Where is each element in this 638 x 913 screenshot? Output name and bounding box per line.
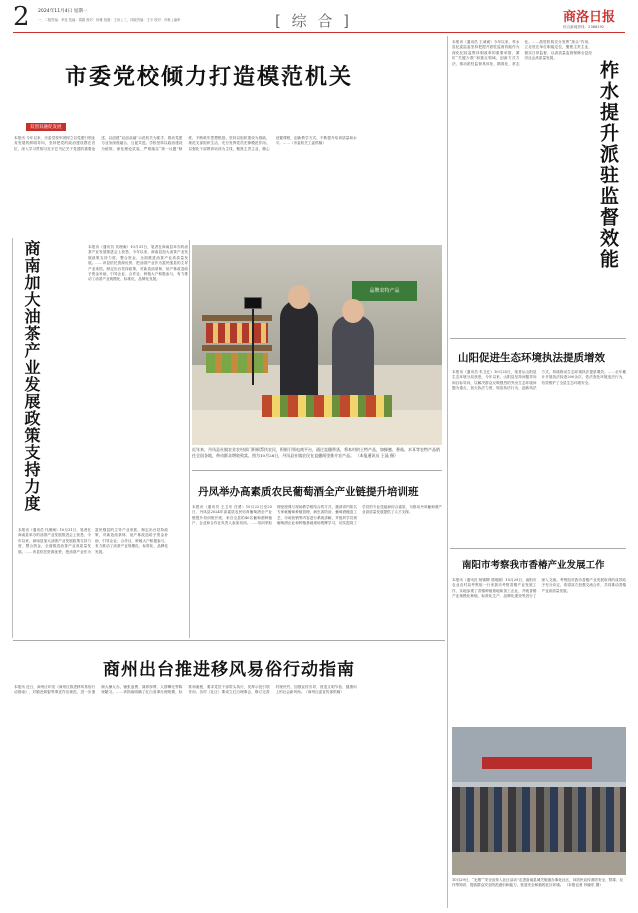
divider-shanyang: [450, 338, 626, 339]
divider-grape: [192, 470, 442, 471]
person-right-head: [342, 299, 364, 323]
custom-headline: 商州出台推进移风易俗行动指南: [103, 660, 355, 680]
bottom-photo-caption: [452, 878, 626, 908]
shelf-left: [202, 315, 272, 321]
nanyang-body: 本报讯（通讯员 杨锦柳 冒刚刚）10月29日，南阳市农业农村局考察组一行来我市考察香椿产业发展工作，实地参观了香椿种植基地和加工企业，并就香椿产业规模化种植、标准化生产、品牌化建设等进行了深入交流。考察组对我市香椿产业发展取得的成效给予充分肯定，希望双方加强交流合作，共同推动香椿产业高质量发展。: [452, 578, 626, 599]
person-left: [280, 300, 318, 410]
section-label: [ 综 合 ]: [275, 12, 353, 30]
banner: [482, 757, 592, 769]
tea-body-upper: 本报讯（通讯员 代理淘）10月31日，笔者在商南县举办的油茶产业发展推进会上获悉，今年以来，商南县加大油茶产业发展政策支持力度，整合资金，全面推进油茶产业高质量发展。……该县依托资源优势，把油茶产业作为富民强县的主导产业来抓，制定出台扶持政策，对新造油茶林、低产林改造给予资金补助，引导企业、合作社、种植大户积极参与，有力推动了油茶产业规模化、标准化、品牌化发展。: [88, 245, 188, 282]
page-number: 2: [13, 2, 30, 32]
product-jars: [206, 323, 268, 343]
grape-headline: 丹凤举办高素质农民葡萄酒全产业链提升培训班: [198, 486, 419, 498]
lead-body: 本报讯 今年以来，市委党校牢固树立以党建引领业务发展的鲜明导向，坚持把党的政治建设摆在首位，深入学习贯彻习近平总书记关于党建的重要论述，以创建“双创双融”示范机关为抓手，推动党建与业务深度融合、互促共进。学校坚持以政治建设为统领，深化理论武装，严格落实“第一议题”制度，不断筑牢思想根基。坚持以组织建设为基础，规范支部组织生活，充分发挥党员先锋模范作用。以强化干部教育培训为主线，聚焦主责主业，精心设置课程，创新教学方式，不断提升培训质量和水平。……（市委机关工委供稿）: [14, 136, 357, 151]
photo-caption-text: 近年来，丹凤县社镇农业农村部门积极帮扶农民，积极引领电商平台，通过直播带货，将本村的土特产品，如蜂蜜、香菇、木耳等农特产品销往全国各地，带动群众增收致富。图为10月28日，丹凤县社镇农民在直播间里推介农产品。: [192, 447, 440, 458]
column-separator-photo: [189, 240, 190, 638]
paper-name: 商洛日报: [563, 10, 616, 25]
shanyang-headline: 山阳促进生态环境执法提质增效: [458, 352, 605, 364]
grape-body: 本报讯（通讯员 王卫东 任勇）10月22日至25日，丹凤县2024年高素质农民培育葡萄酒全产业链提升培训班开班，来自全县的40名葡萄酒种植户、企业和合作社负责人参加培训。……培训采取理论授课与现场教学相结合的方式，邀请省内知名专家就葡萄种植管理、病虫害防治、葡萄酒酿造工艺、市场营销等内容进行系统讲解，并组织学员到葡萄酒企业和种植基地现场观摩学习，切实提高了学员的专业技能和综合素质，为推动丹凤葡萄酒产业高质量发展提供了人才支撑。: [192, 505, 442, 526]
hotline: 综合新闻热线：2386292: [563, 25, 605, 29]
bottom-photo-caption-text: 10月29日，“无烟”“安全宣传入社区活动”走进洛南县城关街道办事处社区，向居民宣传消防安全、禁毒、反诈等知识，提高群众安全防范意识和能力，营造安全和谐的社区环境。: [452, 878, 624, 887]
column-separator-right: [447, 36, 448, 908]
divider-custom: [13, 640, 445, 641]
nanyang-headline: 南阳市考察我市香椿产业发展工作: [462, 560, 605, 571]
bottom-photo-credit: （本报记者 肖晓东 摄）: [564, 883, 603, 887]
bottom-photo: [452, 727, 626, 875]
product-boxes: [206, 353, 268, 373]
phone-stand: [252, 305, 254, 385]
custom-body: 本报讯 近日，商州区印发《商州区推进移风易俗行动指南》，对婚丧嫁娶等事宜作出规范，进一步遏制大操大办、铺张浪费、薄养厚葬、人情攀比等陈规陋习。……该指南明确了红白喜事办理规模、标准和流程，要求党员干部带头执行，发挥示范引领作用；各村（社区）要成立红白理事会，修订完善村规民约，加强宣传引导，营造文明节俭、健康向上的社会新风尚。（商州区委宣传部供稿）: [14, 685, 357, 695]
divider-tea: [12, 238, 13, 638]
photo-credit: （本报通讯员 王晶 摄）: [355, 453, 399, 458]
ground: [452, 852, 626, 875]
lead-tag-label: 双创双融促发展: [30, 125, 62, 130]
divider-nanyang: [450, 548, 626, 549]
photo-caption: [192, 447, 442, 467]
commentary-body: 本报讯（通讯员 王诚诚）今年以来，柞水县纪委监委坚持把提升派驻监督效能作为深化纪检监察体制改革的重要举措，紧盯“关键少数”和重点领域，创新方式方法，推动派驻监督具体化、精准化、常态化。……派驻机构充分发挥“探头”作用，立足驻在单位职能定位，聚焦主责主业，做实日常监督，以高质量监督保障全县经济社会高质量发展。: [452, 40, 592, 66]
shop-sign: [352, 281, 417, 301]
main-photo: [192, 245, 442, 445]
lead-tag: [26, 123, 66, 131]
person-left-head: [288, 285, 310, 309]
lead-headline: 市委党校倾力打造模范机关: [65, 65, 354, 90]
header-rule: [13, 32, 625, 33]
building: [452, 727, 626, 782]
table-products: [262, 395, 392, 417]
shelf-left-2: [202, 345, 272, 351]
shop-sign-label: 品牌农特产品: [369, 288, 400, 294]
date-line: 2024年11月4日 星期一: [38, 9, 88, 14]
tea-body: 本报讯（通讯员 代理淘）10月31日，笔者在商南县举办的油茶产业发展推进会上获悉，今年以来，商南县加大油茶产业发展政策支持力度，整合资金，全面推进油茶产业高质量发展。……该县依托资源优势，把油茶产业作为富民强县的主导产业来抓，制定出台扶持政策，对新造油茶林、低产林改造给予资金补助，引导企业、合作社、种植大户积极参与，有力推动了油茶产业规模化、标准化、品牌化发展。: [18, 528, 168, 554]
shanyang-body: 本报讯（通讯员 朱卫红）10月25日，笔者从山阳县生态环境分局获悉，今年以来，山阳县坚持问题导向和目标导向，以解决群众反映强烈的突出生态环境问题为重点，加大执法力度，规范执法行为，创新执法方式，持续推动生态环境执法提质增效。……全年累计开展执法检查200余次，依法查处环境违法行为，有效维护了全县生态环境安全。: [452, 370, 626, 391]
meta-line: 一、二版责编：李亚 技编：胡娟 校对：杨雅 组版：王伟 | 三、四版责编：王平 校对：肖帆 | 编审: [38, 18, 181, 22]
phone-screen: [244, 297, 262, 309]
commentary-headline: 柞水提升派驻监督效能: [597, 60, 619, 270]
tea-headline: 商南加大油茶产业发展政策支持力度: [22, 240, 41, 512]
